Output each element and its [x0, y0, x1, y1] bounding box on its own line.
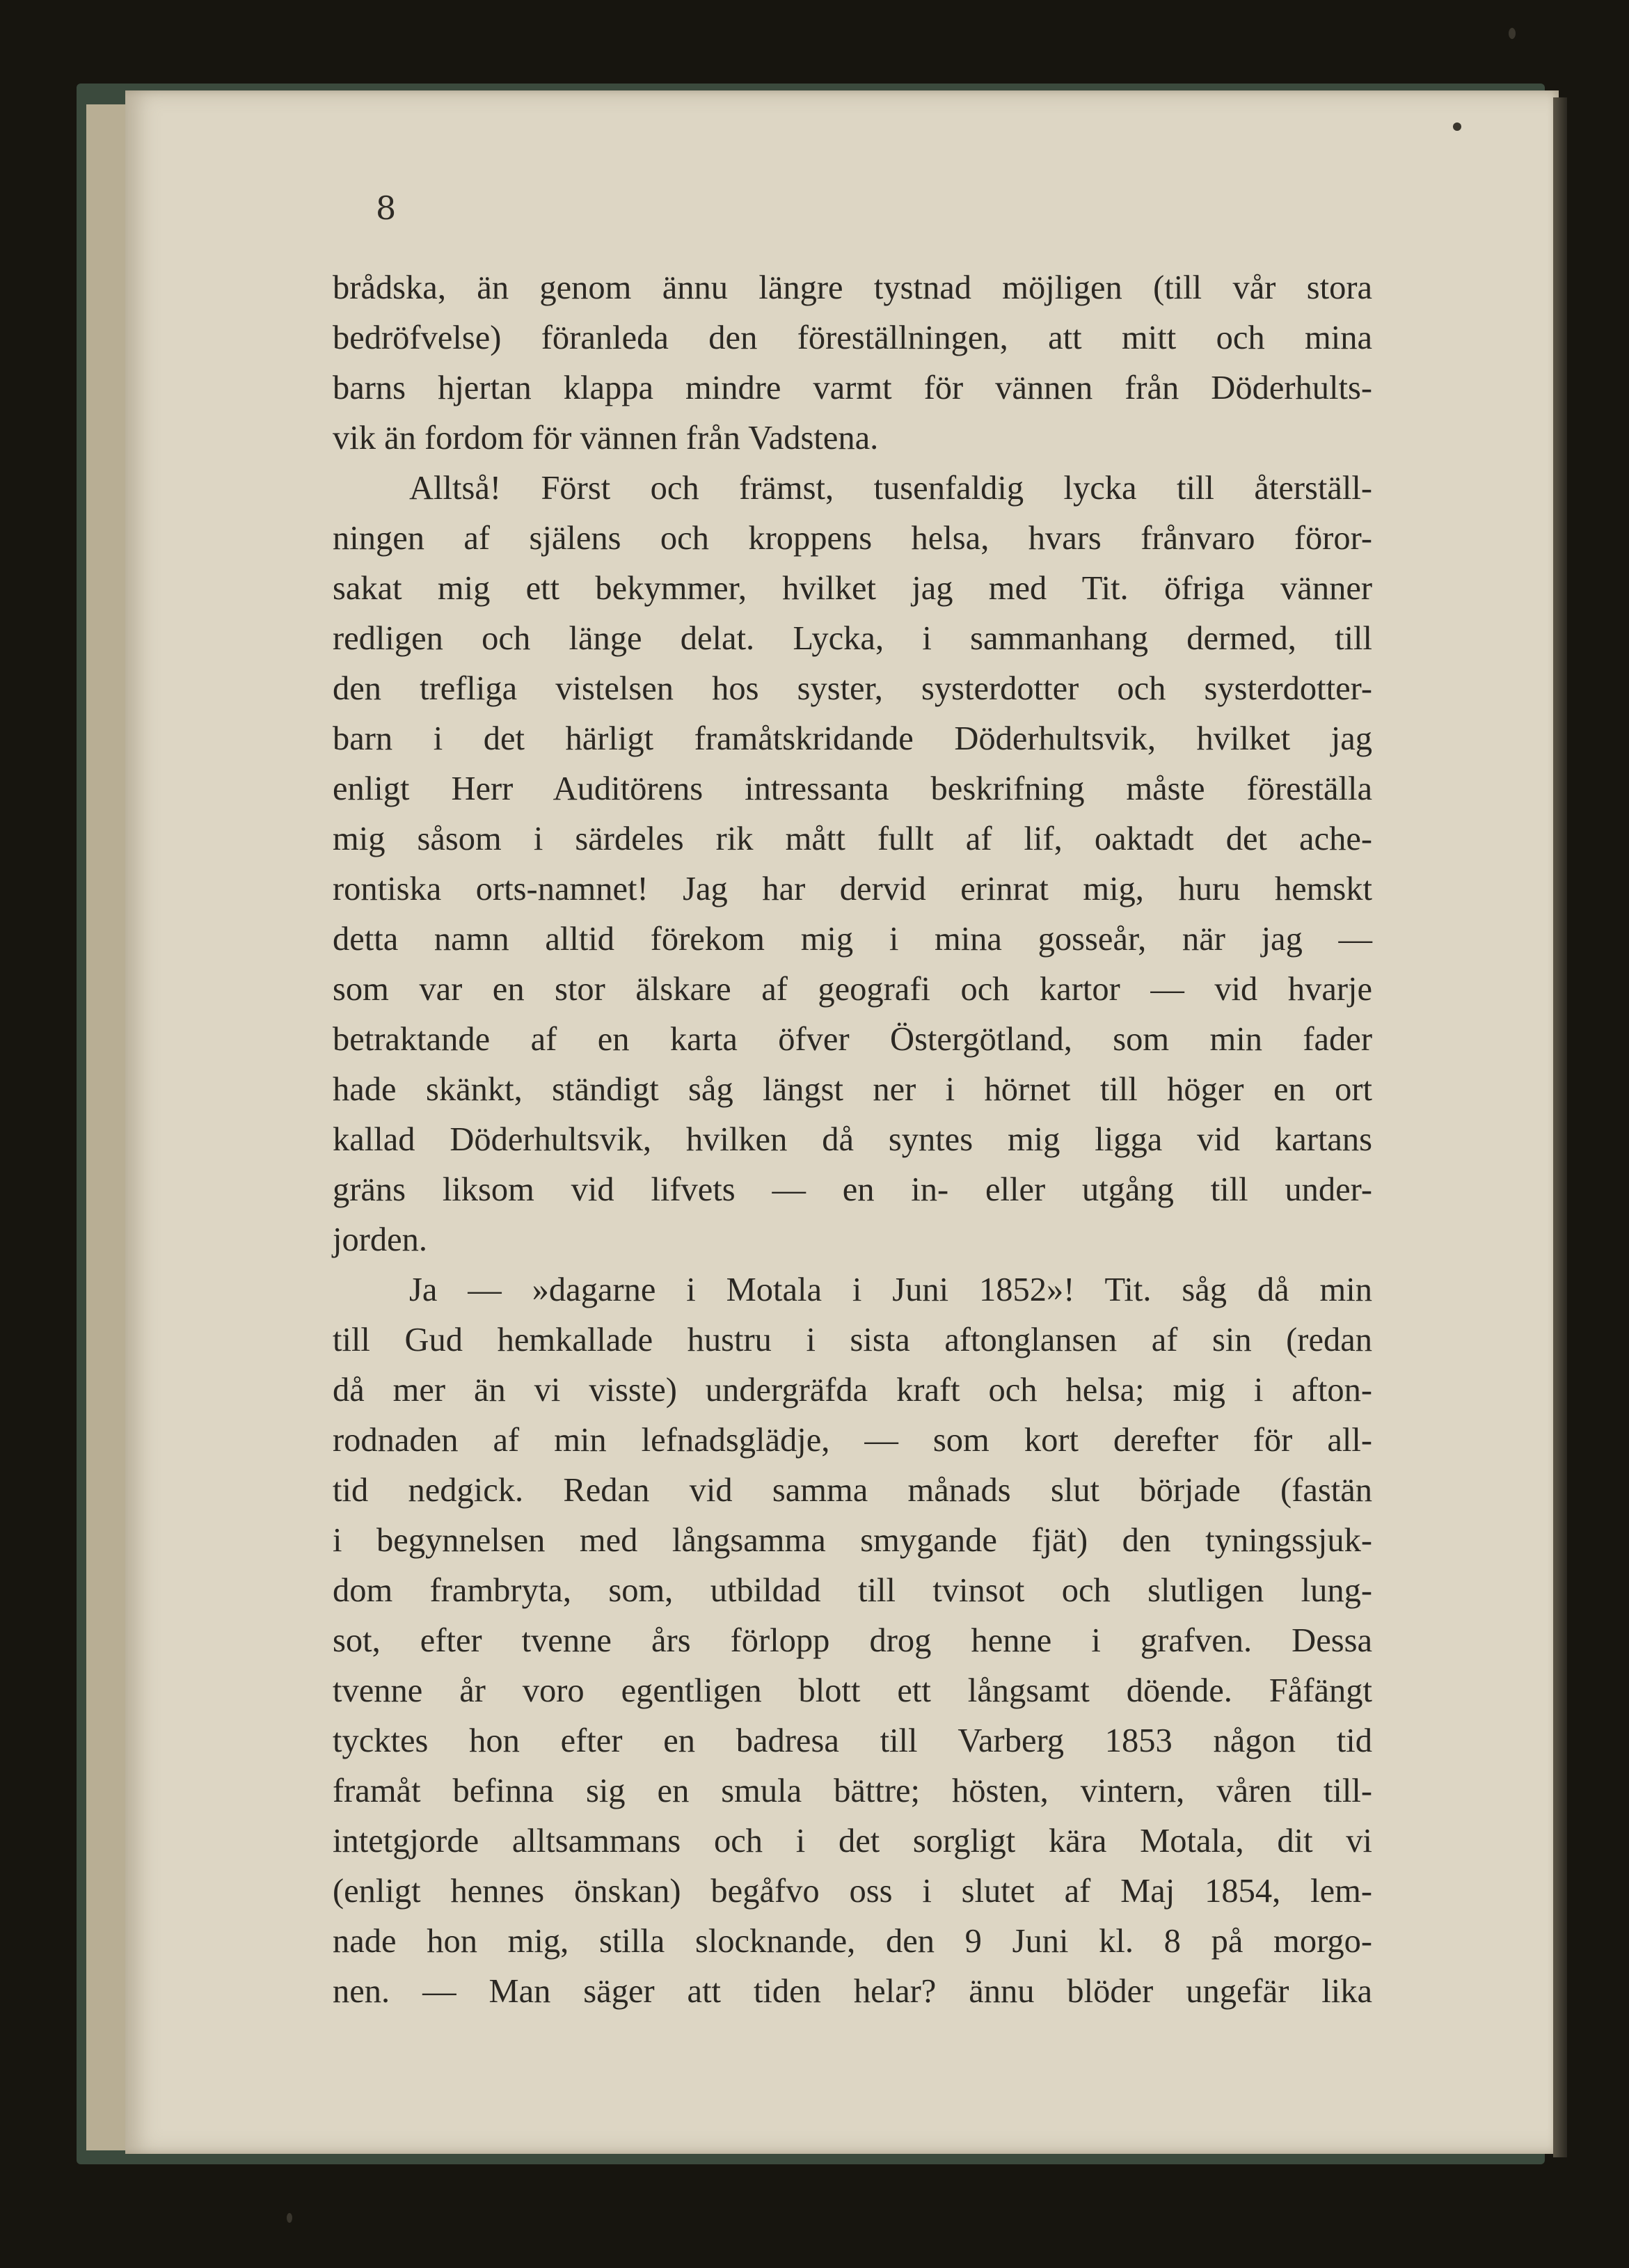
- text-line: sot, efter tvenne års förlopp drog henne i grafven. Dessa: [333, 1622, 1372, 1659]
- text-line: nade hon mig, stilla slocknande, den 9 Juni kl. 8 på morgo-: [333, 1923, 1372, 1960]
- text-line: nen. — Man säger att tiden helar? ännu blöder ungefär lika: [333, 1973, 1372, 2010]
- page-edge: [1553, 97, 1567, 2157]
- page-number: 8: [376, 189, 397, 227]
- text-line: kallad Döderhultsvik, hvilken då syntes mig ligga vid kartans: [333, 1121, 1372, 1158]
- text-line: brådska, än genom ännu längre tystnad möjligen (till vår stora: [333, 269, 1372, 306]
- text-line: då mer än vi visste) undergräfda kraft och helsa; mig i afton-: [333, 1372, 1372, 1409]
- text-line: barns hjertan klappa mindre varmt för vännen från Döderhults-: [333, 370, 1372, 406]
- text-line: Ja — »dagarne i Motala i Juni 1852»! Tit. såg då min: [409, 1271, 1372, 1308]
- text-line: rodnaden af min lefnadsglädje, — som kort derefter för all-: [333, 1422, 1372, 1459]
- scan-speck: [287, 2213, 292, 2223]
- text-line: dom frambryta, som, utbildad till tvinsot och slutligen lung-: [333, 1572, 1372, 1609]
- text-line: rontiska orts-namnet! Jag har dervid erinrat mig, huru hemskt: [333, 871, 1372, 907]
- text-line: sakat mig ett bekymmer, hvilket jag med Tit. öfriga vänner: [333, 570, 1372, 607]
- text-line: bedröfvelse) föranleda den föreställningen, att mitt och mina: [333, 319, 1372, 356]
- text-line: betraktande af en karta öfver Östergötland, som min fader: [333, 1021, 1372, 1058]
- text-line: jorden.: [333, 1221, 428, 1258]
- text-line: den trefliga vistelsen hos syster, systerdotter och systerdotter-: [333, 670, 1372, 707]
- text-line: barn i det härligt framåtskridande Döderhultsvik, hvilket jag: [333, 720, 1372, 757]
- text-line: tvenne år voro egentligen blott ett långsamt döende. Fåfängt: [333, 1672, 1372, 1709]
- text-line: detta namn alltid förekom mig i mina gosseår, när jag —: [333, 921, 1372, 958]
- scan-speck: [1509, 28, 1516, 39]
- text-line: redligen och länge delat. Lycka, i sammanhang dermed, till: [333, 620, 1372, 657]
- text-line: Alltså! Först och främst, tusenfaldig lycka till återställ-: [409, 470, 1372, 507]
- text-line: (enligt hennes önskan) begåfvo oss i slutet af Maj 1854, lem-: [333, 1873, 1372, 1910]
- text-line: tycktes hon efter en badresa till Varberg 1853 någon tid: [333, 1722, 1372, 1759]
- text-line: framåt befinna sig en smula bättre; hösten, vintern, våren till-: [333, 1773, 1372, 1809]
- text-line: gräns liksom vid lifvets — en in- eller utgång till under-: [333, 1171, 1372, 1208]
- body-text: [333, 263, 1372, 2017]
- text-line: vik än fordom för vännen från Vadstena.: [333, 420, 879, 457]
- text-line: i begynnelsen med långsamma smygande fjät) den tyningssjuk-: [333, 1522, 1372, 1559]
- text-line: intetgjorde alltsammans och i det sorgligt kära Motala, dit vi: [333, 1823, 1372, 1859]
- text-line: som var en stor älskare af geografi och kartor — vid hvarje: [333, 971, 1372, 1008]
- scan-speck: [1453, 122, 1461, 131]
- text-line: till Gud hemkallade hustru i sista aftonglansen af sin (redan: [333, 1322, 1372, 1358]
- text-line: tid nedgick. Redan vid samma månads slut började (fastän: [333, 1472, 1372, 1509]
- text-line: hade skänkt, ständigt såg längst ner i hörnet till höger en ort: [333, 1071, 1372, 1108]
- text-line: ningen af själens och kroppens helsa, hvars frånvaro föror-: [333, 520, 1372, 557]
- text-line: enligt Herr Auditörens intressanta beskrifning måste föreställa: [333, 770, 1372, 807]
- text-line: mig såsom i särdeles rik mått fullt af lif, oaktadt det ache-: [333, 820, 1372, 857]
